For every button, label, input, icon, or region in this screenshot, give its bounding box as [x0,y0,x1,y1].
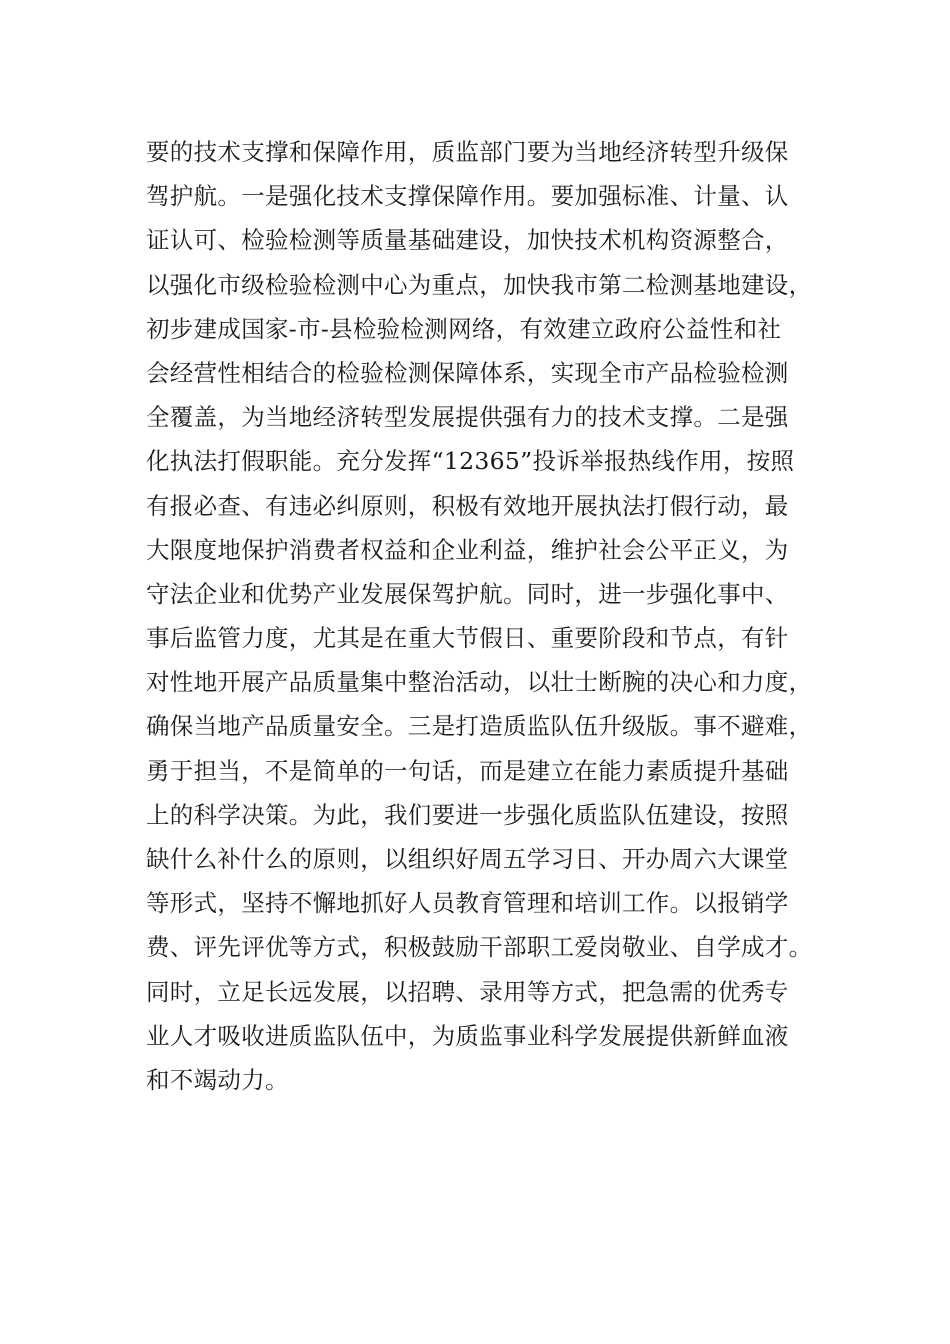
text-line-12: 事后监管力度，尤其是在重大节假日、重要阶段和节点，有针 [146,624,789,653]
text-line-14: 确保当地产品质量安全。三是打造质监队伍升级版。事不避难， [146,712,813,741]
text-line-7: 全覆盖，为当地经济转型发展提供强有力的技术支撑。二是强 [146,403,789,432]
text-line-16: 上的科学决策。为此，我们要进一步强化质监队伍建设，按照 [146,800,789,829]
text-line-9: 有报必查、有违必纠原则，积极有效地开展执法打假行动，最 [146,491,789,520]
text-line-15: 勇于担当，不是简单的一句话，而是建立在能力素质提升基础 [146,756,789,785]
text-line-6: 会经营性相结合的检验检测保障体系，实现全市产品检验检测 [146,358,789,387]
text-line-11: 守法企业和优势产业发展保驾护航。同时，进一步强化事中、 [146,579,789,608]
text-line-1: 要的技术支撑和保障作用，质监部门要为当地经济转型升级保 [146,138,789,166]
text-line-5: 初步建成国家-市-县检验检测网络，有效建立政府公益性和社 [146,314,782,343]
text-line-22: 和不竭动力。 [146,1065,289,1094]
text-line-20: 同时，立足长远发展，以招聘、录用等方式，把急需的优秀专 [146,977,789,1006]
text-line-4: 以强化市级检验检测中心为重点，加快我市第二检测基地建设， [146,270,813,299]
text-line-10: 大限度地保护消费者权益和企业利益，维护社会公平正义，为 [146,535,789,564]
text-line-19: 费、评先评优等方式，积极鼓励干部职工爱岗敬业、自学成才。 [146,933,813,962]
text-line-18: 等形式，坚持不懈地抓好人员教育管理和培训工作。以报销学 [146,889,789,918]
text-line-8: 化执法打假职能。充分发挥“12365”投诉举报热线作用，按照 [146,447,795,476]
text-line-2: 驾护航。一是强化技术支撑保障作用。要加强标准、计量、认 [146,182,789,211]
text-line-13: 对性地开展产品质量集中整治活动，以壮士断腕的决心和力度， [146,668,813,697]
body-paragraph [146,130,826,1102]
text-line-17: 缺什么补什么的原则，以组织好周五学习日、开办周六大课堂 [146,845,789,873]
text-line-3: 证认可、检验检测等质量基础建设，加快技术机构资源整合， [146,226,789,255]
text-line-21: 业人才吸收进质监队伍中，为质监事业科学发展提供新鲜血液 [146,1021,789,1050]
